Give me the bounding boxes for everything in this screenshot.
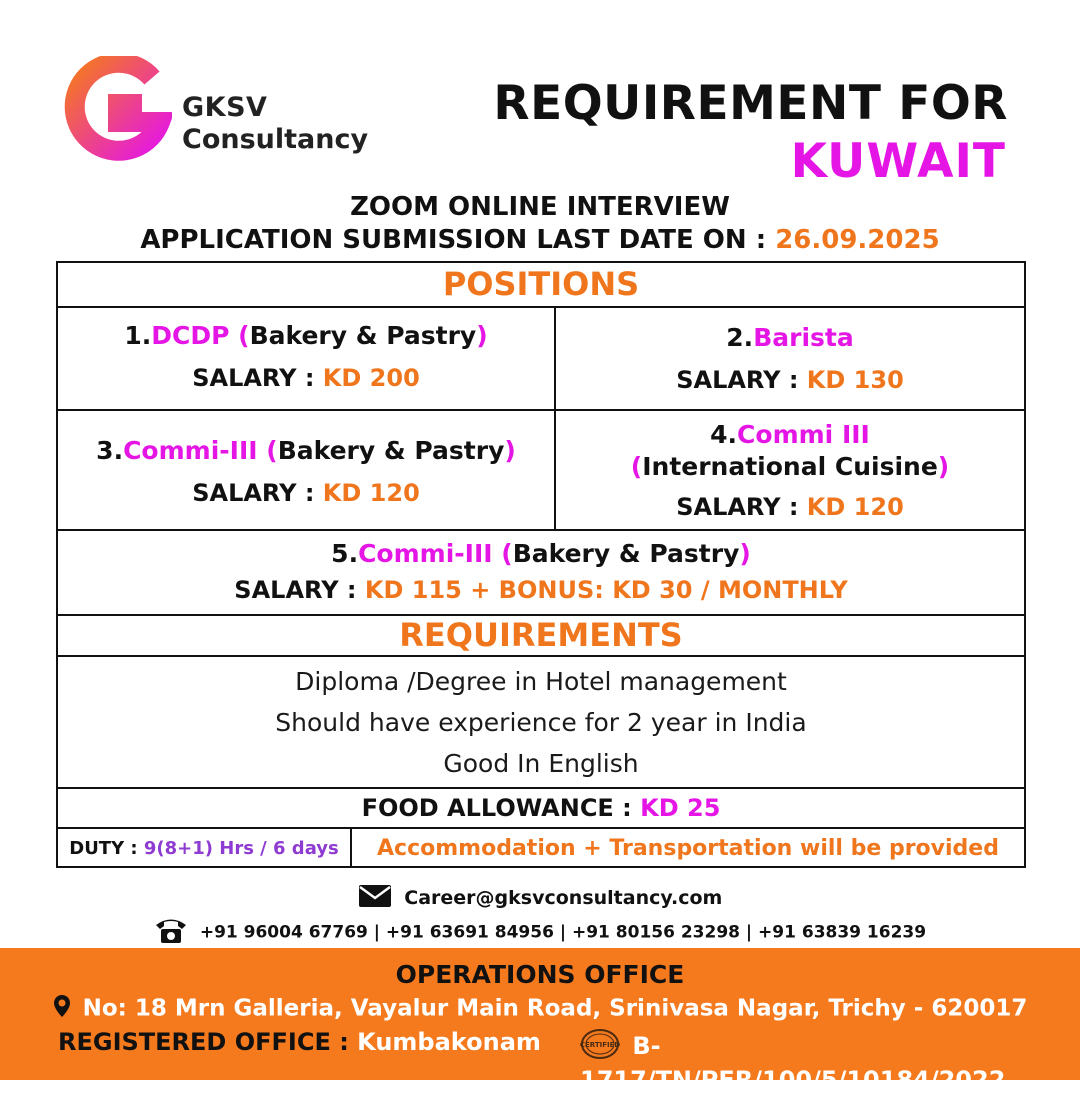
salary-value: KD 200 xyxy=(322,364,420,392)
operations-office-title: OPERATIONS OFFICE xyxy=(395,960,685,989)
interview-mode: ZOOM ONLINE INTERVIEW xyxy=(350,192,730,222)
paren-open: ( xyxy=(266,436,278,465)
duty-hours xyxy=(58,829,350,868)
position-name: Commi-III xyxy=(123,436,258,465)
paren-close: ) xyxy=(937,452,950,481)
deadline-label: APPLICATION SUBMISSION LAST DATE ON : xyxy=(140,225,767,255)
requirement-item: Should have experience for 2 year in India xyxy=(275,708,807,737)
food-allowance-label: FOOD ALLOWANCE : xyxy=(361,794,632,822)
position-dept: International Cuisine xyxy=(642,452,938,481)
address-text: No: 18 Mrn Galleria, Vayalur Main Road, Srinivasa Nagar, Trichy - 620017 xyxy=(82,995,1028,1022)
phone-icon xyxy=(154,916,188,949)
requirement-item: Good In English xyxy=(443,749,639,778)
salary-label: SALARY : xyxy=(234,576,357,604)
registered-office-label: REGISTERED OFFICE : xyxy=(58,1028,349,1056)
position-name: Commi-III xyxy=(358,539,493,568)
salary-label: SALARY : xyxy=(192,479,315,507)
food-allowance-value: KD 25 xyxy=(640,794,721,822)
position-number: 4. xyxy=(710,420,738,449)
salary-value: KD 120 xyxy=(806,493,904,521)
salary-label: SALARY : xyxy=(676,366,799,394)
position-number: 1. xyxy=(124,321,152,350)
certified-stamp-text: CERTIFIED xyxy=(580,1041,620,1049)
registration-number xyxy=(580,1028,1080,1094)
registered-office-city: Kumbakonam xyxy=(357,1028,541,1056)
position-3 xyxy=(58,435,554,509)
paren-close: ) xyxy=(504,436,516,465)
position-2 xyxy=(556,322,1024,396)
requirement-item: Diploma /Degree in Hotel management xyxy=(295,667,787,696)
deadline-date: 26.09.2025 xyxy=(775,225,940,255)
salary-label: SALARY : xyxy=(676,493,799,521)
duty-label: DUTY : xyxy=(69,838,138,859)
position-5 xyxy=(58,538,1024,606)
position-name: Barista xyxy=(753,323,854,352)
location-pin-icon xyxy=(53,994,71,1024)
email-row xyxy=(0,884,1080,913)
headline-country: KUWAIT xyxy=(790,134,1006,189)
email-address[interactable]: Career@gksvconsultancy.com xyxy=(404,887,723,909)
position-name: DCDP xyxy=(151,321,230,350)
position-name: Commi III xyxy=(737,420,870,449)
position-1 xyxy=(58,320,554,394)
registered-office xyxy=(58,1028,541,1056)
registration-number-text: B-1717/TN/PER/100/5/10184/2022 xyxy=(580,1032,1006,1094)
position-number: 2. xyxy=(726,323,754,352)
phone-row xyxy=(0,916,1080,949)
email-icon xyxy=(358,884,392,913)
food-allowance xyxy=(58,789,1024,827)
position-number: 5. xyxy=(331,539,359,568)
position-number: 3. xyxy=(96,436,124,465)
benefits: Accommodation + Transportation will be provided xyxy=(377,836,999,861)
duty-value: 9(8+1) Hrs / 6 days xyxy=(143,838,339,859)
salary-value: KD 115 + BONUS: KD 30 / MONTHLY xyxy=(364,576,848,604)
position-4 xyxy=(556,419,1024,523)
operations-office-address xyxy=(0,994,1080,1024)
paren-close: ) xyxy=(476,321,488,350)
salary-value: KD 130 xyxy=(806,366,904,394)
paren-close: ) xyxy=(739,539,751,568)
positions-table xyxy=(56,261,1026,868)
position-dept: Bakery & Pastry xyxy=(249,321,477,350)
salary-label: SALARY : xyxy=(192,364,315,392)
requirements-list xyxy=(58,661,1024,784)
phone-numbers[interactable]: +91 96004 67769 | +91 63691 84956 | +91 80156 23298 | +91 63839 16239 xyxy=(199,922,927,943)
requirements-title: REQUIREMENTS xyxy=(399,616,683,654)
certified-stamp-icon xyxy=(580,1028,620,1066)
headline: REQUIREMENT FOR xyxy=(493,76,1008,131)
positions-title: POSITIONS xyxy=(442,265,640,303)
salary-value: KD 120 xyxy=(322,479,420,507)
paren-open: ( xyxy=(238,321,250,350)
brand-name: GKSV xyxy=(182,92,268,123)
position-dept: Bakery & Pastry xyxy=(277,436,505,465)
brand-logo-icon xyxy=(60,56,172,168)
position-dept: Bakery & Pastry xyxy=(512,539,740,568)
paren-open: ( xyxy=(501,539,513,568)
paren-open: ( xyxy=(630,452,643,481)
brand-subtitle: Consultancy xyxy=(182,124,369,155)
deadline-line xyxy=(0,225,1080,255)
